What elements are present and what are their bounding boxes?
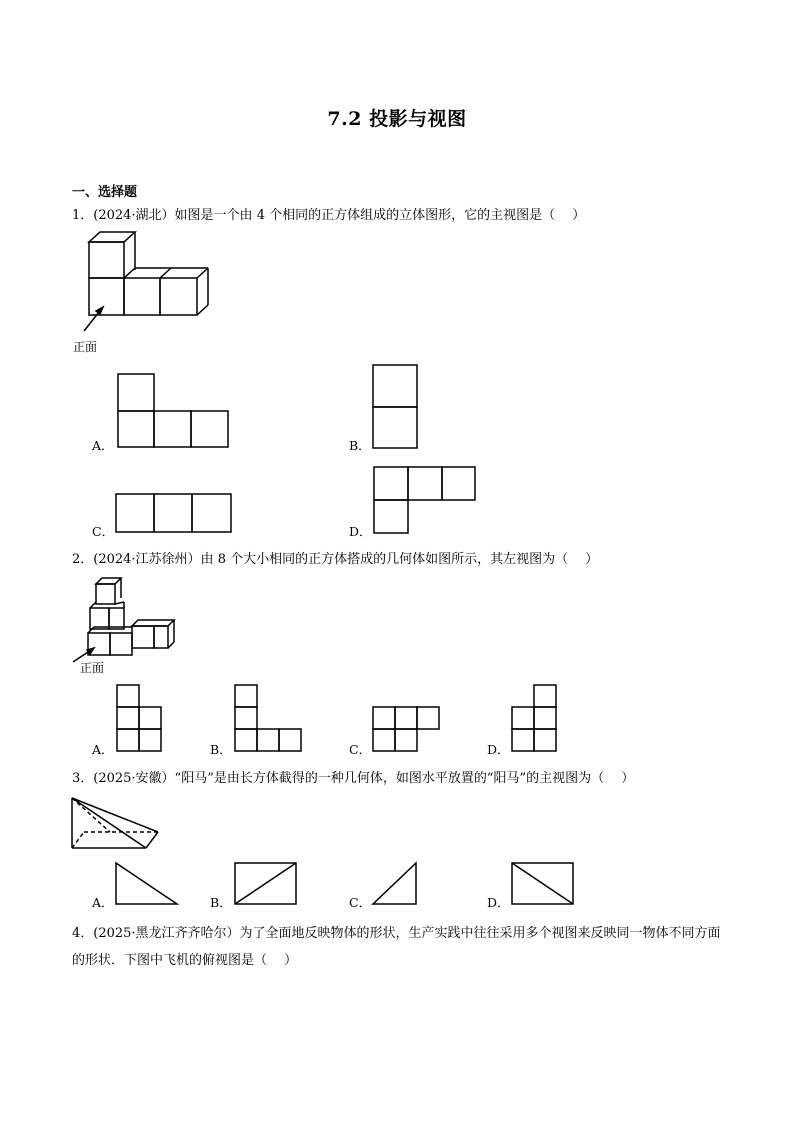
q3-option-c-figure	[371, 861, 421, 907]
section-heading: 一、选择题	[72, 185, 138, 200]
q2-option-a-figure	[115, 683, 163, 753]
question-1-solid-figure	[70, 228, 220, 338]
q3-option-d-label[interactable]: D．	[487, 895, 510, 910]
question-1-text: 1．(2024·湖北）如图是一个由 4 个相同的正方体组成的立体图形，它的主视图是（ ）	[72, 208, 586, 223]
q1-option-a-label[interactable]: A．	[92, 438, 114, 453]
q2-option-d-figure	[510, 683, 558, 753]
q2-option-c-figure	[371, 705, 441, 753]
question-2-solid-figure	[70, 574, 180, 664]
page-title: 7.2 投影与视图	[327, 108, 467, 130]
q2-option-d-label[interactable]: D．	[487, 742, 510, 757]
q3-option-d-figure	[510, 861, 576, 907]
question-1-front-label: 正面	[73, 340, 98, 354]
q2-option-b-label[interactable]: B．	[210, 742, 232, 757]
question-4-text: 4．(2025·黑龙江齐齐哈尔）为了全面地反映物体的形状，生产实践中往往采用多个视图来反映同一物体不同方面的形状．下图中飞机的俯视图是（ ）	[72, 926, 721, 968]
q3-option-b-figure	[233, 861, 299, 907]
q2-option-a-label[interactable]: A．	[92, 742, 114, 757]
q1-option-a-figure	[116, 372, 231, 448]
q3-option-a-figure	[114, 861, 180, 907]
q1-option-b-figure	[371, 363, 419, 449]
q1-option-d-label[interactable]: D．	[349, 524, 372, 539]
question-2-text: 2．(2024·江苏徐州）由 8 个大小相同的正方体搭成的几何体如图所示，其左视图为（ ）	[72, 552, 599, 567]
q1-option-d-figure	[372, 465, 478, 535]
q3-option-a-label[interactable]: A．	[92, 895, 114, 910]
question-3-text: 3．(2025·安徽）“阳马”是由长方体截得的一种几何体，如图水平放置的“阳马”的主视图为（ ）	[72, 771, 635, 786]
q1-option-c-label[interactable]: C．	[92, 524, 115, 539]
q3-option-c-label[interactable]: C．	[349, 895, 372, 910]
q1-option-c-figure	[114, 492, 234, 534]
question-2-front-label: 正面	[80, 661, 105, 675]
q3-option-b-label[interactable]: B．	[210, 895, 232, 910]
question-3-solid-figure	[70, 796, 162, 852]
q2-option-b-figure	[233, 683, 303, 753]
q1-option-b-label[interactable]: B．	[349, 438, 371, 453]
q2-option-c-label[interactable]: C．	[349, 742, 372, 757]
